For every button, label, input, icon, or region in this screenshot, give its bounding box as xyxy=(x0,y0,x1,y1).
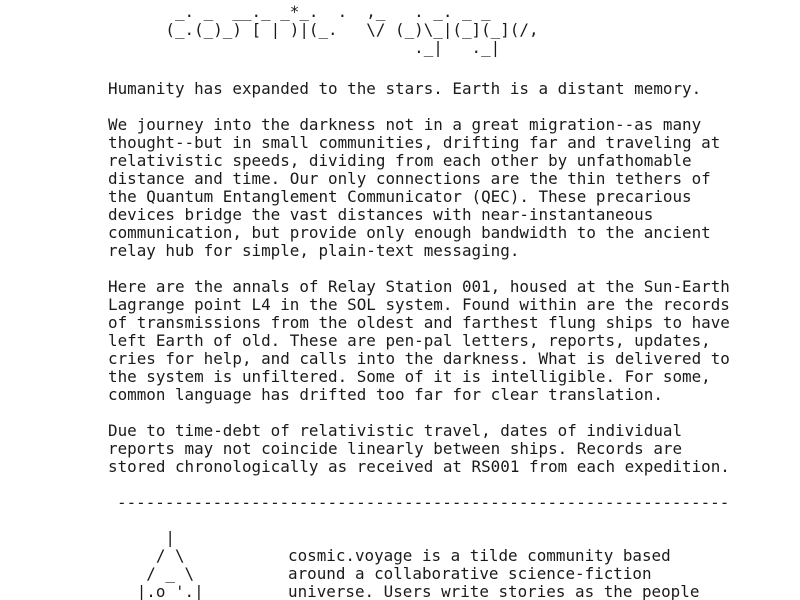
intro-paragraph: Here are the annals of Relay Station 001, housed at the Sun-Earth Lagrange point L4 in the SOL system. Found within are the records of transmissions from the oldest and farthest flung ships to have left Earth of old. These are pen-pal letters, reports, updates, cries for help, and calls into the darkness. What is delivered to the system is unfiltered. Some of it is intelligible. For some, common language has drifted too far for clear translation. xyxy=(108,277,730,404)
intro-section xyxy=(108,80,798,512)
about-text xyxy=(288,529,798,600)
tagline: Humanity has expanded to the stars. Earth is a distant memory. xyxy=(108,79,702,98)
ascii-logo-banner xyxy=(108,3,539,57)
intro-paragraph: We journey into the darkness not in a great migration--as many thought--but in small communities, drifting far and traveling at relativistic speeds, dividing from each other by unfathomable distance and time. Our only connections are the thin tethers of the Quantum Entanglement Communicator (QEC). These precarious devices bridge the vast distances with near-instantaneous communication, but provide only enough bandwidth to the ancient relay hub for simple, plain-text messaging. xyxy=(108,115,721,260)
ship-art-line: |.o '.| xyxy=(108,582,204,600)
banner-line: _. _ __._ _*_. . ,_ . _. _ _ xyxy=(108,2,491,21)
about-text-line: universe. Users write stories as the people xyxy=(288,582,700,600)
ship-art-line: | xyxy=(108,528,175,547)
about-section xyxy=(108,529,798,600)
about-text-line: cosmic.voyage is a tilde community based xyxy=(288,546,671,565)
banner-line: ._| ._| xyxy=(108,38,501,57)
about-text-line: around a collaborative science-fiction xyxy=(288,564,652,583)
ship-art-line: / _ \ xyxy=(108,564,195,583)
banner-line: (_.(_)_) [ | )|(_. \/ (_)\_|(_](_](/, xyxy=(108,20,539,39)
rocket-ascii-art xyxy=(108,529,288,600)
ship-art-line: / \ xyxy=(108,546,185,565)
divider-rule: ---------------------------------------------------------------- xyxy=(117,493,730,512)
intro-paragraph: Due to time-debt of relativistic travel, dates of individual reports may not coincide linearly between ships. Records are stored chronologically as received at RS001 from each expedition. xyxy=(108,421,730,476)
about-text-line xyxy=(288,529,798,547)
